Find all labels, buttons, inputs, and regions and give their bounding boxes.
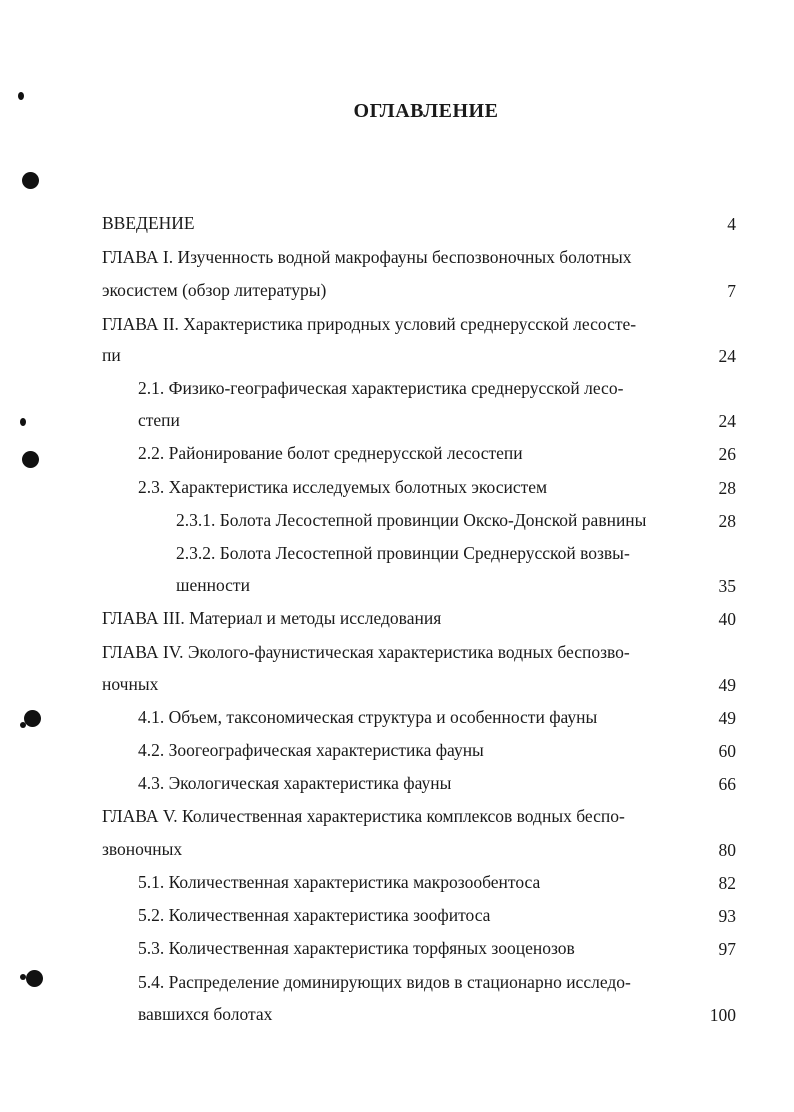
toc-entry-section-2-3-2-cont: шенности bbox=[176, 575, 250, 595]
toc-entry-section-2-1: 2.1. Физико-географическая характеристика среднерусской лесо- bbox=[138, 378, 624, 398]
toc-page-number: 26 bbox=[718, 444, 736, 464]
toc-entry-section-5-3: 5.3. Количественная характеристика торфяных зооценозов bbox=[138, 938, 575, 958]
toc-page-number: 66 bbox=[718, 774, 736, 794]
toc-page-number: 49 bbox=[718, 708, 736, 728]
page-title: ОГЛАВЛЕНИЕ bbox=[353, 100, 499, 122]
toc-entry-intro: ВВЕДЕНИЕ bbox=[102, 213, 195, 233]
toc-entry-section-2-1-cont: степи bbox=[138, 410, 180, 430]
toc-entry-chapter-3: ГЛАВА III. Материал и методы исследования bbox=[102, 608, 442, 628]
toc-entry-section-5-4: 5.4. Распределение доминирующих видов в стационарно исследо- bbox=[138, 972, 631, 992]
toc-entry-section-5-4-cont: вавшихся болотах bbox=[138, 1004, 273, 1024]
binder-hole bbox=[26, 970, 43, 987]
toc-entry-chapter-5-cont: звоночных bbox=[102, 839, 183, 859]
toc-entry-chapter-5: ГЛАВА V. Количественная характеристика комплексов водных беспо- bbox=[102, 806, 625, 826]
toc-entry-chapter-4-cont: ночных bbox=[102, 674, 159, 694]
toc-page-number: 28 bbox=[718, 478, 736, 498]
toc-page-number: 97 bbox=[718, 939, 736, 959]
toc-entry-section-2-3: 2.3. Характеристика исследуемых болотных экосистем bbox=[138, 477, 548, 497]
binder-hole bbox=[22, 172, 39, 189]
binder-mark bbox=[18, 92, 24, 100]
toc-entry-chapter-1-cont: экосистем (обзор литературы) bbox=[102, 280, 327, 300]
toc-page-number: 40 bbox=[718, 609, 736, 629]
toc-page-number: 35 bbox=[718, 576, 736, 596]
toc-entry-section-4-3: 4.3. Экологическая характеристика фауны bbox=[138, 773, 452, 793]
toc-entry-section-2-3-2: 2.3.2. Болота Лесостепной провинции Среднерусской возвы- bbox=[176, 543, 630, 563]
binder-hole bbox=[22, 451, 39, 468]
binder-mark bbox=[20, 974, 26, 980]
toc-page-number: 80 bbox=[718, 840, 736, 860]
toc-entry-chapter-2: ГЛАВА II. Характеристика природных условий среднерусской лесосте- bbox=[102, 314, 637, 334]
binder-mark bbox=[20, 722, 26, 728]
toc-entry-chapter-1: ГЛАВА I. Изученность водной макрофауны беспозвоночных болотных bbox=[102, 247, 632, 267]
toc-page-number: 60 bbox=[718, 741, 736, 761]
toc-page-number: 24 bbox=[718, 346, 736, 366]
toc-page-number: 28 bbox=[718, 511, 736, 531]
toc-page-number: 100 bbox=[709, 1005, 736, 1025]
binder-hole bbox=[24, 710, 41, 727]
toc-entry-section-4-2: 4.2. Зоогеографическая характеристика фауны bbox=[138, 740, 484, 760]
toc-page-number: 49 bbox=[718, 675, 736, 695]
toc-page-number: 93 bbox=[718, 906, 736, 926]
toc-entry-section-2-3-1: 2.3.1. Болота Лесостепной провинции Окско-Донской равнины bbox=[176, 510, 647, 530]
toc-entry-chapter-4: ГЛАВА IV. Эколого-фаунистическая характеристика водных беспозво- bbox=[102, 642, 630, 662]
toc-entry-section-2-2: 2.2. Районирование болот среднерусской лесостепи bbox=[138, 443, 523, 463]
binder-mark bbox=[20, 418, 26, 426]
toc-page-number: 24 bbox=[718, 411, 736, 431]
toc-entry-section-4-1: 4.1. Объем, таксономическая структура и особенности фауны bbox=[138, 707, 598, 727]
toc-page-number: 82 bbox=[718, 873, 736, 893]
toc-page-number: 7 bbox=[727, 281, 736, 301]
toc-entry-section-5-1: 5.1. Количественная характеристика макрозообентоса bbox=[138, 872, 541, 892]
toc-page-number: 4 bbox=[727, 214, 736, 234]
toc-entry-section-5-2: 5.2. Количественная характеристика зоофитоса bbox=[138, 905, 491, 925]
toc-entry-chapter-2-cont: пи bbox=[102, 345, 121, 365]
